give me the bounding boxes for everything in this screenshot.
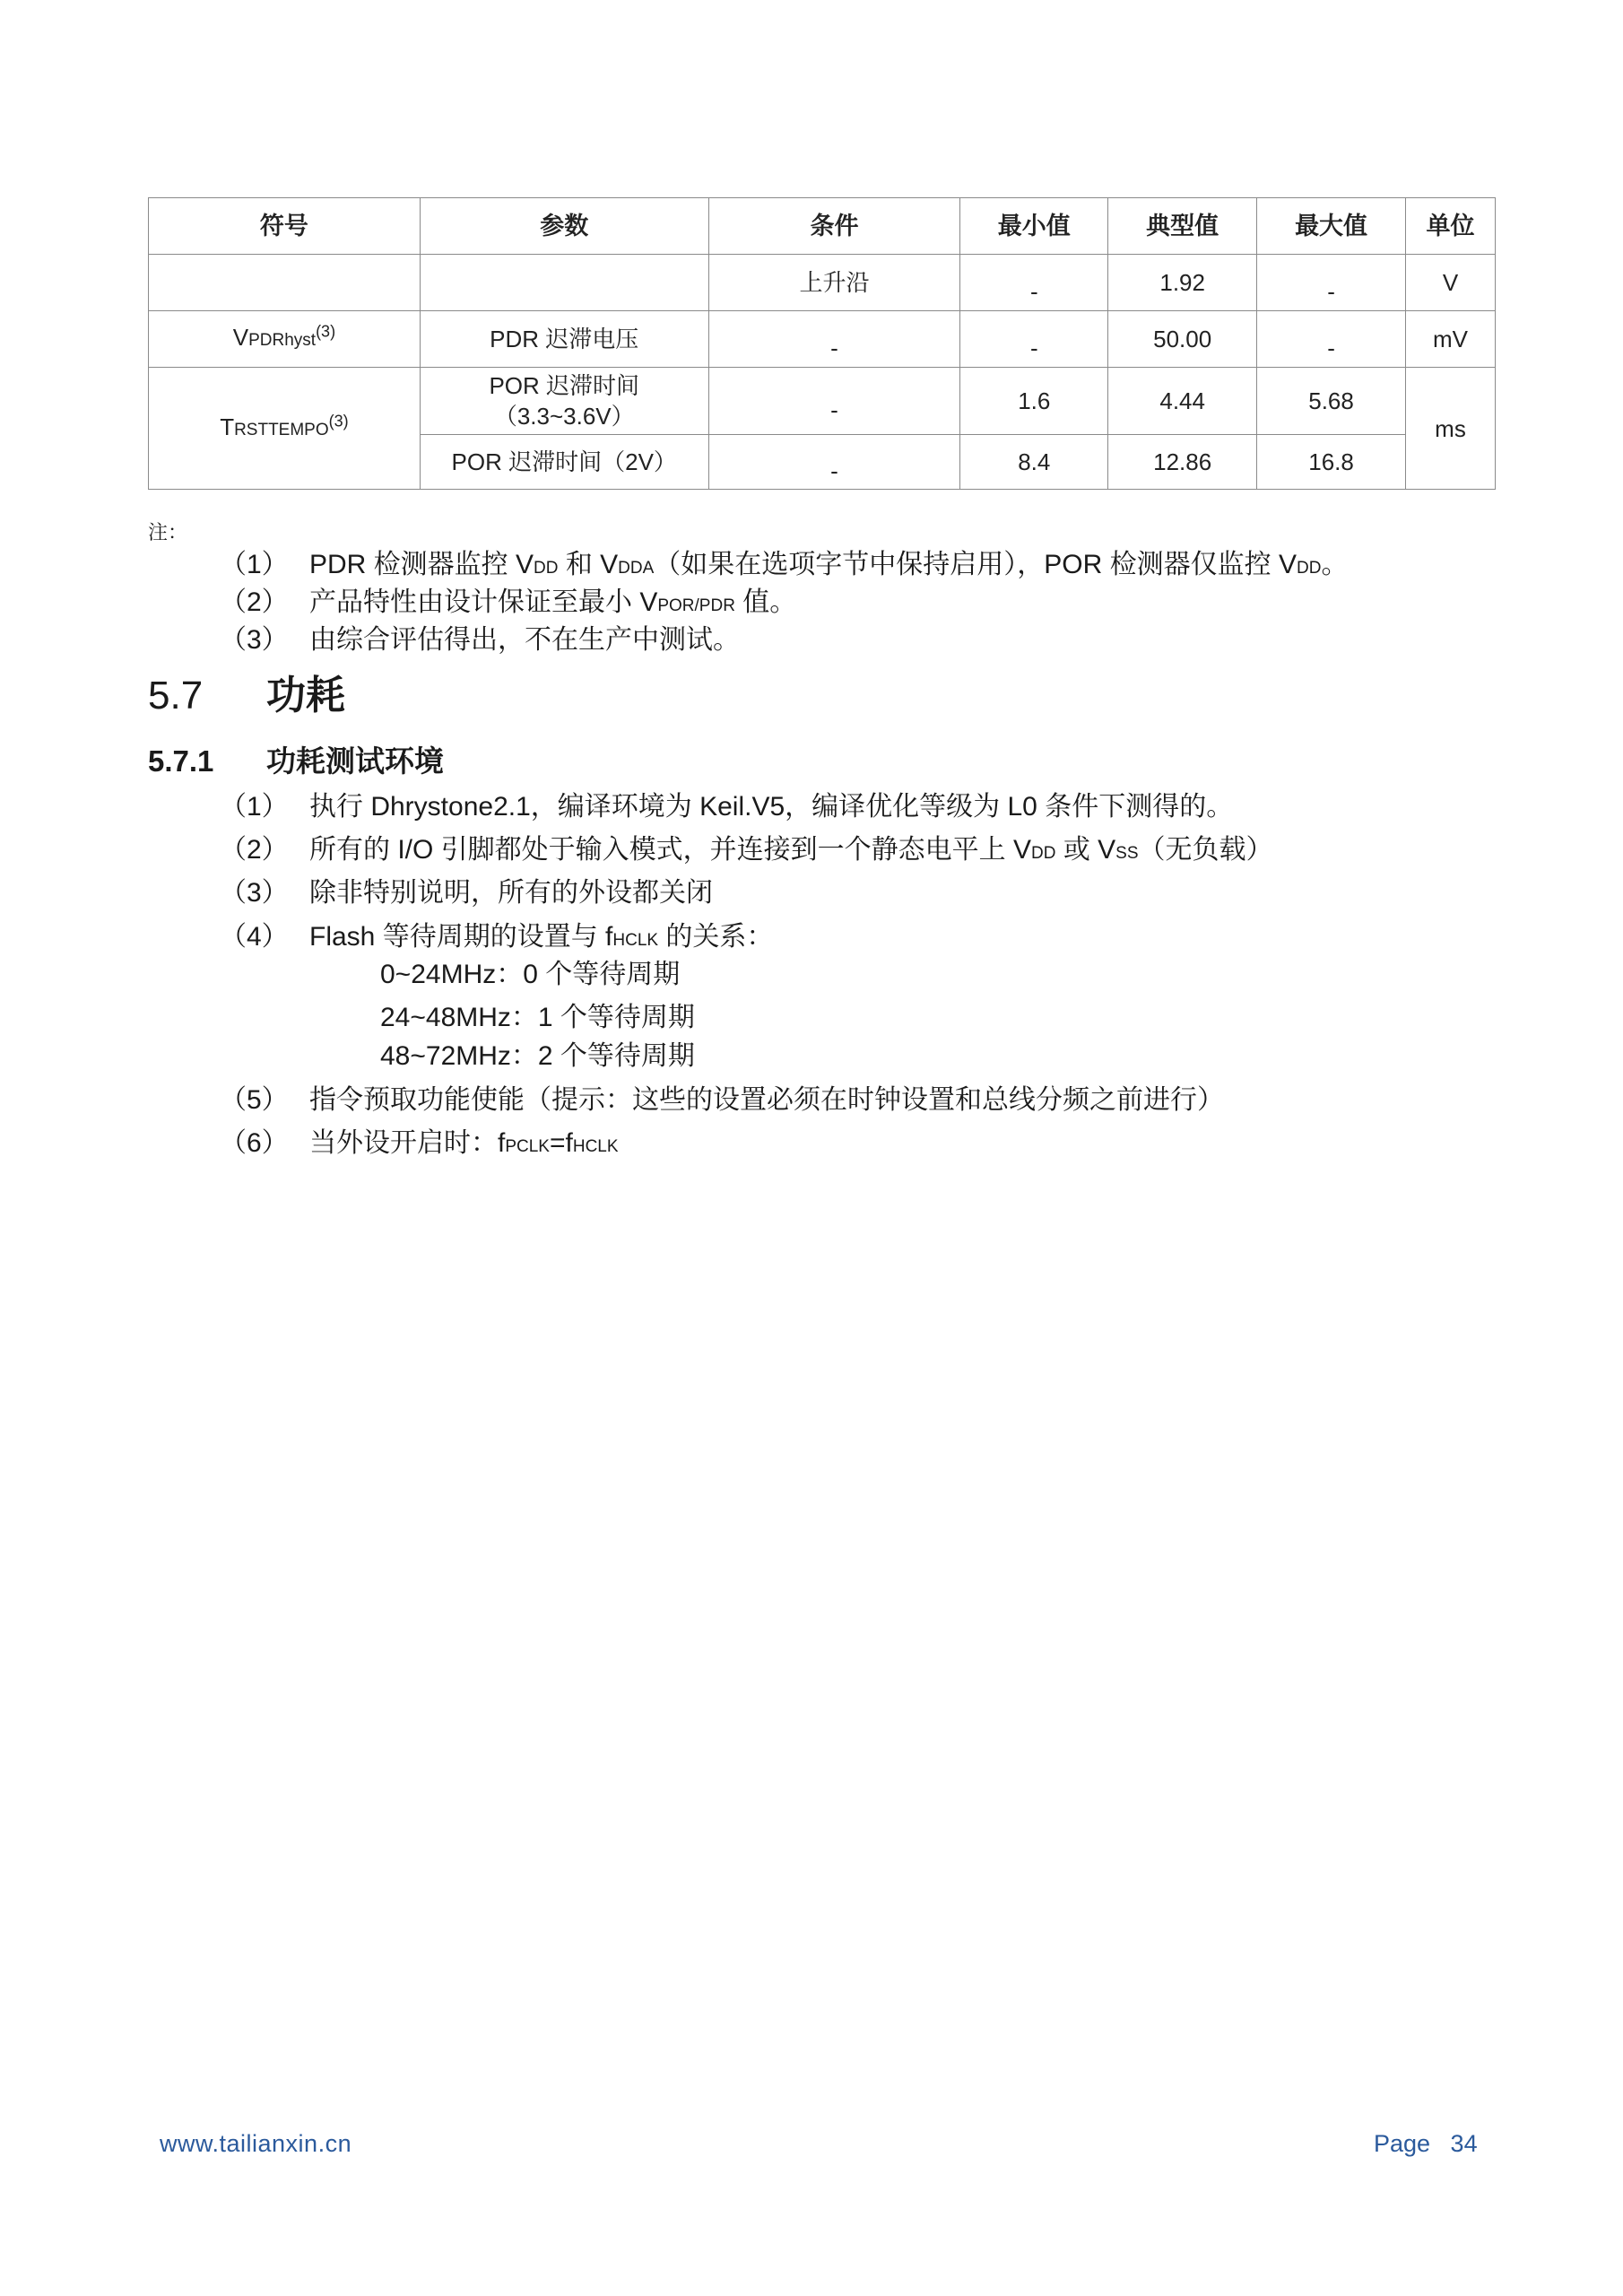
- section-title: 功耗: [266, 673, 345, 718]
- param-line: （3.3~3.6V）: [493, 403, 635, 430]
- footer-website-link[interactable]: www.tailianxin.cn: [160, 2130, 352, 2157]
- wait-state-line: 0~24MHz：0 个等待周期: [380, 960, 681, 989]
- dash-value: -: [830, 396, 838, 423]
- subscript: DD: [1031, 844, 1056, 863]
- cell-unit: ms: [1406, 368, 1496, 490]
- subsection-title: 功耗测试环境: [266, 744, 444, 778]
- subscript: POR/PDR: [657, 596, 735, 615]
- note-text: 值。: [734, 587, 797, 617]
- wait-state-line: 48~72MHz：2 个等待周期: [380, 1041, 695, 1071]
- cell-condition: [708, 368, 960, 435]
- item-number: （3）: [220, 878, 289, 908]
- table-row: [149, 368, 1496, 435]
- item-text: 除非特别说明，所有的外设都关闭: [309, 878, 713, 908]
- cell-param: [420, 368, 708, 435]
- dash-value: -: [830, 335, 838, 361]
- cell-min: [960, 255, 1108, 311]
- table-row: [149, 311, 1496, 368]
- header-unit: 单位: [1406, 198, 1496, 255]
- footer-page-number: Page 34: [1374, 2130, 1478, 2157]
- symbol-sub: RSTTEMPO: [234, 420, 329, 439]
- item-text: 指令预取功能使能（提示：这些的设置必须在时钟设置和总线分频之前进行）: [309, 1085, 1224, 1115]
- param-line: POR 迟滞时间: [489, 372, 640, 399]
- cell-condition: 上升沿: [708, 255, 960, 311]
- dash-value: -: [1029, 335, 1038, 361]
- symbol-main: V: [232, 324, 249, 351]
- note-text: 产品特性由设计保证至最小 V: [309, 587, 658, 617]
- item-text: 执行 Dhrystone2.1，编译环境为 Keil.V5，编译优化等级为 L0 条件下测得的。: [309, 792, 1234, 822]
- header-symbol: 符号: [149, 198, 421, 255]
- dash-value: -: [830, 457, 838, 484]
- list-item: [220, 1126, 619, 1165]
- wait-state-line: 24~48MHz：1 个等待周期: [380, 1003, 695, 1032]
- cell-condition: [708, 435, 960, 490]
- note-number: （3）: [220, 625, 289, 655]
- cell-symbol: [149, 311, 421, 368]
- cell-min: 1.6: [960, 368, 1108, 435]
- section-heading: [148, 671, 345, 721]
- item-text: Flash 等待周期的设置与 f: [309, 922, 613, 952]
- subsection-heading: [148, 743, 444, 780]
- item-text: 当外设开启时：f: [309, 1128, 506, 1158]
- spec-table: [148, 197, 1496, 490]
- symbol-sub: PDRhyst: [248, 331, 317, 350]
- item-text: 或 V: [1055, 835, 1116, 865]
- subscript: DD: [534, 559, 559, 578]
- header-condition: 条件: [708, 198, 960, 255]
- subscript: HCLK: [612, 931, 659, 950]
- cell-symbol: [149, 255, 421, 311]
- cell-min: 8.4: [960, 435, 1108, 490]
- item-number: （4）: [220, 922, 289, 952]
- subsection-number: 5.7.1: [148, 744, 214, 778]
- note-text: （如果在选项字节中保持启用），POR 检测器仅监控 V: [654, 550, 1297, 579]
- cell-typ: 4.44: [1108, 368, 1257, 435]
- subscript: SS: [1115, 844, 1139, 863]
- cell-min: [960, 311, 1108, 368]
- item-number: （2）: [220, 835, 289, 865]
- note-number: （2）: [220, 587, 289, 617]
- cell-typ: 50.00: [1108, 311, 1257, 368]
- item-number: （6）: [220, 1128, 289, 1158]
- note-3: [220, 622, 740, 658]
- list-item: [220, 1083, 1224, 1118]
- list-item: [220, 875, 713, 911]
- header-parameter: 参数: [420, 198, 708, 255]
- cell-max: 16.8: [1257, 435, 1406, 490]
- note-2: [220, 585, 796, 624]
- note-1: [220, 547, 1348, 587]
- cell-max: 5.68: [1257, 368, 1406, 435]
- note-text: PDR 检测器监控 V: [309, 550, 534, 579]
- subscript: DD: [1297, 559, 1322, 578]
- cell-param: [420, 255, 708, 311]
- cell-symbol: [149, 368, 421, 490]
- subscript: DDA: [618, 559, 655, 578]
- header-max: 最大值: [1257, 198, 1406, 255]
- cell-condition: [708, 311, 960, 368]
- cell-param: POR 迟滞时间（2V）: [420, 435, 708, 490]
- cell-typ: 12.86: [1108, 435, 1257, 490]
- symbol-note: (3): [316, 322, 336, 341]
- cell-unit: mV: [1406, 311, 1496, 368]
- cell-max: [1257, 255, 1406, 311]
- item-text: 所有的 I/O 引脚都处于输入模式，并连接到一个静态电平上 V: [309, 835, 1032, 865]
- item-number: （5）: [220, 1085, 289, 1115]
- dash-value: -: [1327, 335, 1335, 361]
- subscript: HCLK: [572, 1137, 619, 1156]
- header-typ: 典型值: [1108, 198, 1257, 255]
- header-min: 最小值: [960, 198, 1108, 255]
- cell-unit: V: [1406, 255, 1496, 311]
- item-number: （1）: [220, 792, 289, 822]
- table-header-row: [149, 198, 1496, 255]
- item-text: （无负载）: [1138, 835, 1273, 865]
- cell-param: PDR 迟滞电压: [420, 311, 708, 368]
- note-text: 由综合评估得出，不在生产中测试。: [309, 625, 740, 655]
- section-number: 5.7: [148, 674, 204, 718]
- note-text: 和 V: [558, 550, 619, 579]
- cell-max: [1257, 311, 1406, 368]
- dash-value: -: [1029, 278, 1038, 305]
- notes-label: 注：: [148, 522, 188, 544]
- cell-typ: 1.92: [1108, 255, 1257, 311]
- list-item: [220, 832, 1273, 872]
- item-text: =f: [549, 1128, 573, 1158]
- symbol-main: T: [220, 413, 235, 440]
- item-text: 的关系：: [658, 922, 774, 952]
- note-number: （1）: [220, 550, 289, 579]
- symbol-note: (3): [328, 411, 349, 430]
- note-text: 。: [1321, 550, 1349, 579]
- list-item: [220, 789, 1233, 825]
- list-item: [220, 919, 773, 959]
- table-row: [149, 255, 1496, 311]
- dash-value: -: [1327, 278, 1335, 305]
- subscript: PCLK: [505, 1137, 550, 1156]
